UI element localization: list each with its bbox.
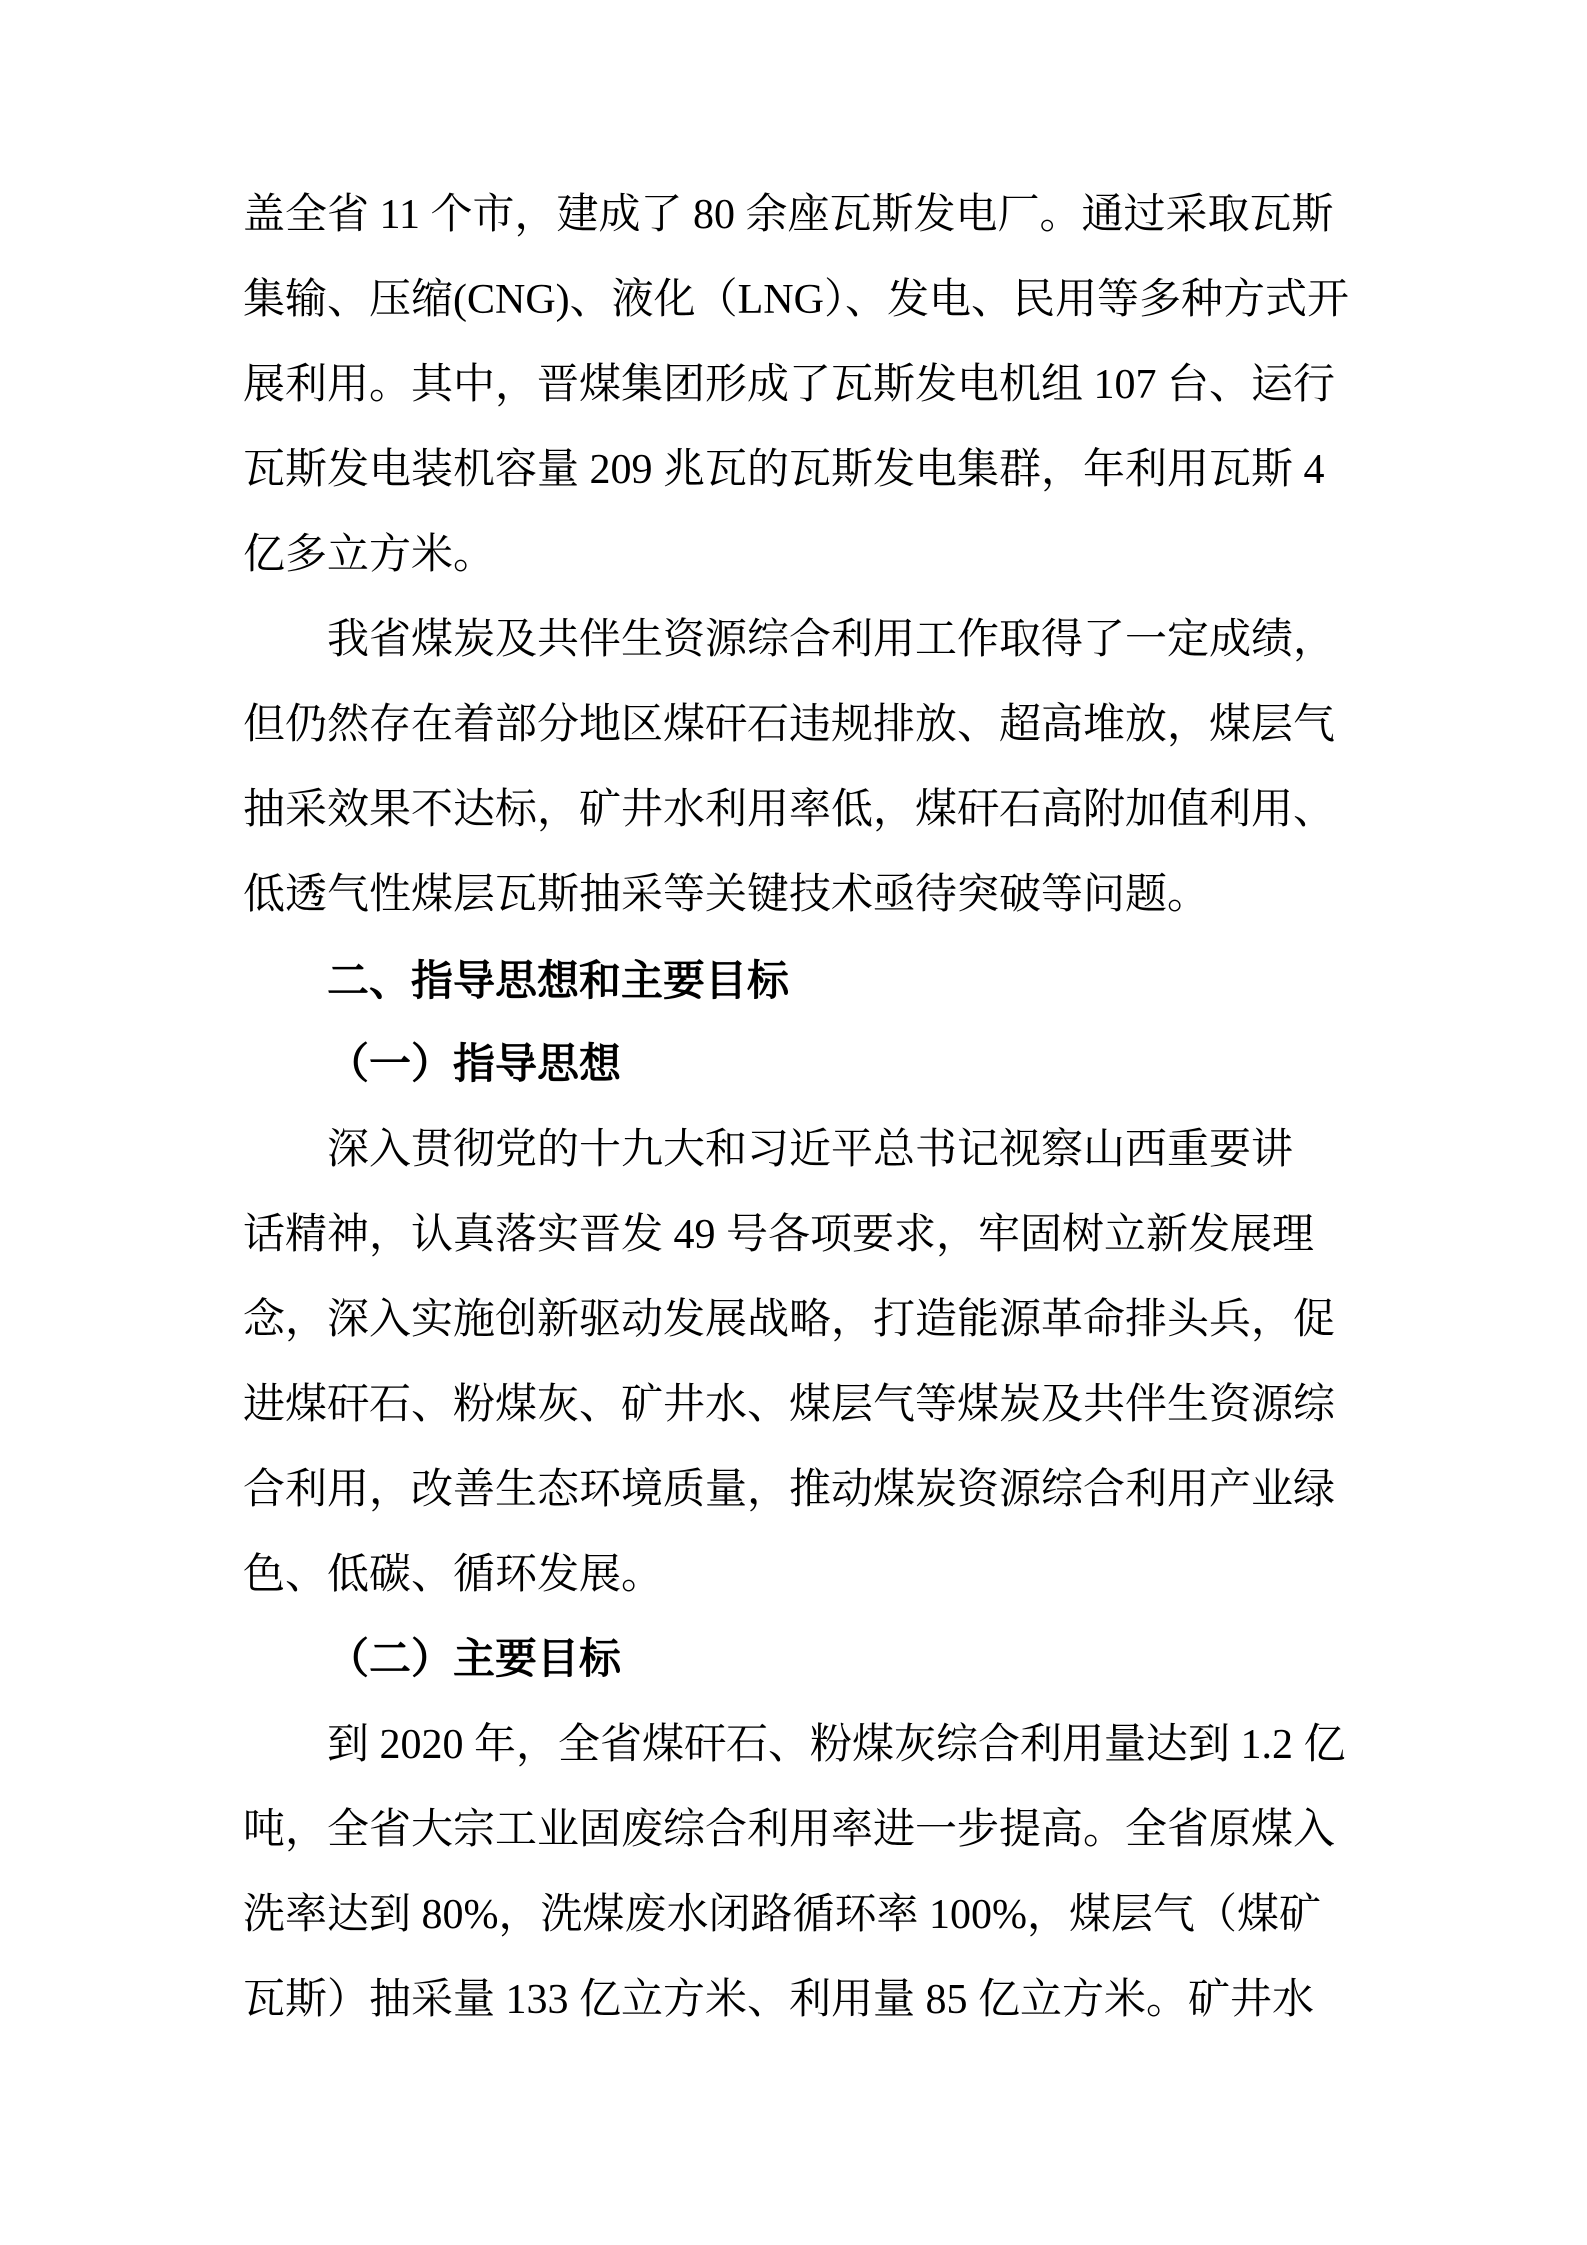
body-text-line: 洗率达到 80%，洗煤废水闭路循环率 100%，煤层气（煤矿	[243, 1892, 1321, 1938]
body-text-line: 亿多立方米。	[243, 532, 496, 578]
body-text-line: 瓦斯发电装机容量 209 兆瓦的瓦斯发电集群，年利用瓦斯 4	[243, 447, 1325, 493]
body-text-line: 吨，全省大宗工业固废综合利用率进一步提高。全省原煤入	[243, 1807, 1336, 1853]
body-text-line: 低透气性煤层瓦斯抽采等关键技术亟待突破等问题。	[243, 872, 1210, 918]
body-text-line: 色、低碳、循环发展。	[243, 1552, 664, 1598]
body-text-line: 话精神，认真落实晋发 49 号各项要求，牢固树立新发展理	[243, 1212, 1315, 1258]
subsection-heading: （一）指导思想	[327, 1042, 622, 1088]
body-text-line: 集输、压缩(CNG)、液化（LNG）、发电、民用等多种方式开	[243, 277, 1349, 323]
body-text-line: 瓦斯）抽采量 133 亿立方米、利用量 85 亿立方米。矿井水	[243, 1977, 1315, 2023]
body-text-line: 到 2020 年，全省煤矸石、粉煤灰综合利用量达到 1.2 亿	[327, 1722, 1346, 1768]
section-heading: 二、指导思想和主要目标	[327, 957, 790, 1004]
subsection-heading: （二）主要目标	[327, 1637, 622, 1683]
body-text-line: 盖全省 11 个市，建成了 80 余座瓦斯发电厂。通过采取瓦斯	[243, 192, 1334, 238]
body-text-line: 我省煤炭及共伴生资源综合利用工作取得了一定成绩，	[327, 617, 1336, 663]
body-text-line: 深入贯彻党的十九大和习近平总书记视察山西重要讲	[327, 1127, 1294, 1173]
body-text-line: 抽采效果不达标，矿井水利用率低，煤矸石高附加值利用、	[243, 787, 1336, 833]
document-text-column	[243, 173, 1373, 2043]
body-text-line: 但仍然存在着部分地区煤矸石违规排放、超高堆放，煤层气	[243, 702, 1336, 748]
body-text-line: 展利用。其中，晋煤集团形成了瓦斯发电机组 107 台、运行	[243, 362, 1336, 408]
body-text-line: 进煤矸石、粉煤灰、矿井水、煤层气等煤炭及共伴生资源综	[243, 1382, 1336, 1428]
body-text-line: 念，深入实施创新驱动发展战略，打造能源革命排头兵，促	[243, 1297, 1336, 1343]
body-text-line: 合利用，改善生态环境质量，推动煤炭资源综合利用产业绿	[243, 1467, 1336, 1513]
